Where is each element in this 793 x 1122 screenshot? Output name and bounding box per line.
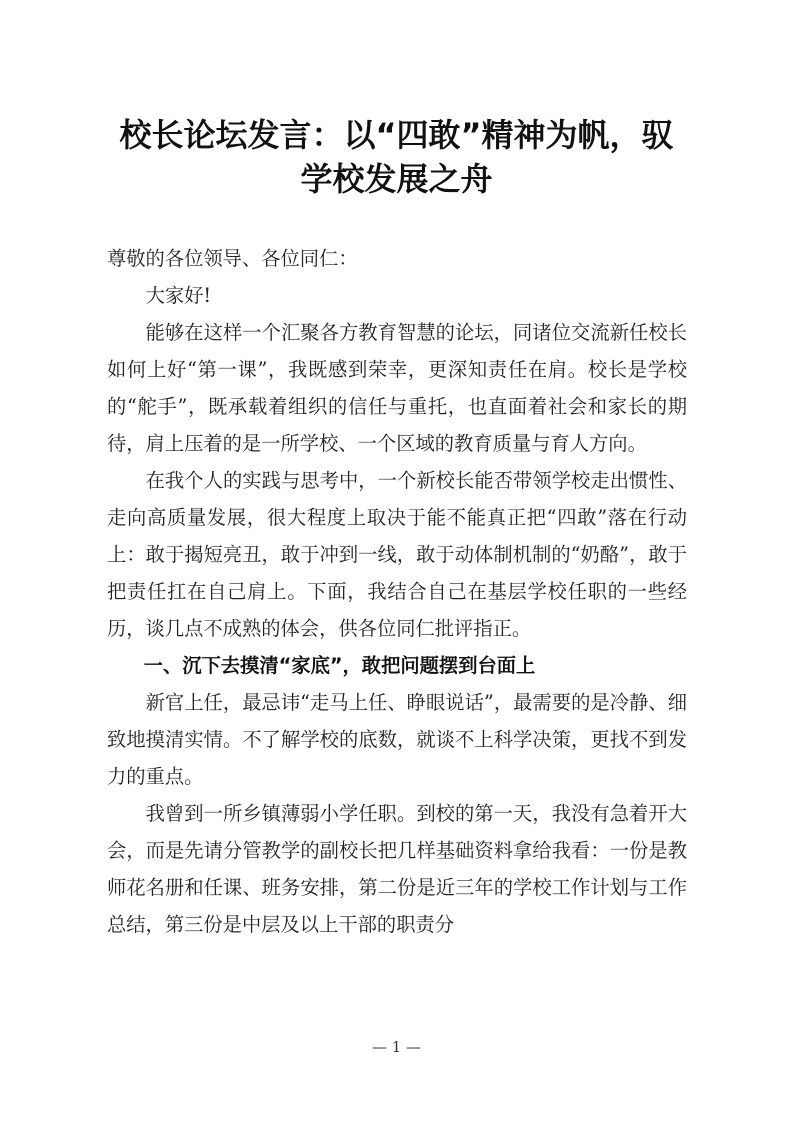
salutation: 尊敬的各位领导、各位同仁： xyxy=(107,247,358,270)
section1-paragraph-1: 新官上任，最忌讳“走马上任、睁眼说话”，最需要的是冷静、细致地摸清实情。不了解学校的底数，就谈不上科学决策，更找不到发力的重点。 xyxy=(107,691,687,788)
document-body xyxy=(107,240,687,943)
paragraph-intro: 能够在这样一个汇聚各方教育智慧的论坛，同诸位交流新任校长如何上好“第一课”，我既感到荣幸，更深知责任在肩。校长是学校的“舵手”，既承载着组织的信任与重托，也直面着社会和家长的期待，肩上压着的是一所学校、一个区域的教育质量与育人方向。 xyxy=(107,321,687,455)
document-title xyxy=(100,113,693,201)
page-number: — 1 — xyxy=(371,1038,422,1056)
title-line-2: 学校发展之舟 xyxy=(300,160,493,198)
paragraph-four-dares: 在我个人的实践与思考中，一个新校长能否带领学校走出惯性、走向高质量发展，很大程度上取决于能不能真正把“四敢”落在行动上：敢于揭短亮丑，敢于冲到一线，敢于动体制机制的“奶酪”，敢于把责任扛在自己肩上。下面，我结合自己在基层学校任职的一些经历，谈几点不成熟的体会，供各位同仁批评指正。 xyxy=(107,469,687,640)
title-line-1: 校长论坛发言：以“四敢”精神为帆，驭 xyxy=(119,116,674,154)
section1-paragraph-2: 我曾到一所乡镇薄弱小学任职。到校的第一天，我没有急着开大会，而是先请分管教学的副校长把几样基础资料拿给我看：一份是教师花名册和任课、班务安排，第二份是近三年的学校工作计划与工作总结，第三份是中层及以上干部的职责分 xyxy=(107,802,687,936)
greeting: 大家好! xyxy=(145,284,212,307)
section-heading-1: 一、沉下去摸清“家底”，敢把问题摆到台面上 xyxy=(143,654,536,677)
